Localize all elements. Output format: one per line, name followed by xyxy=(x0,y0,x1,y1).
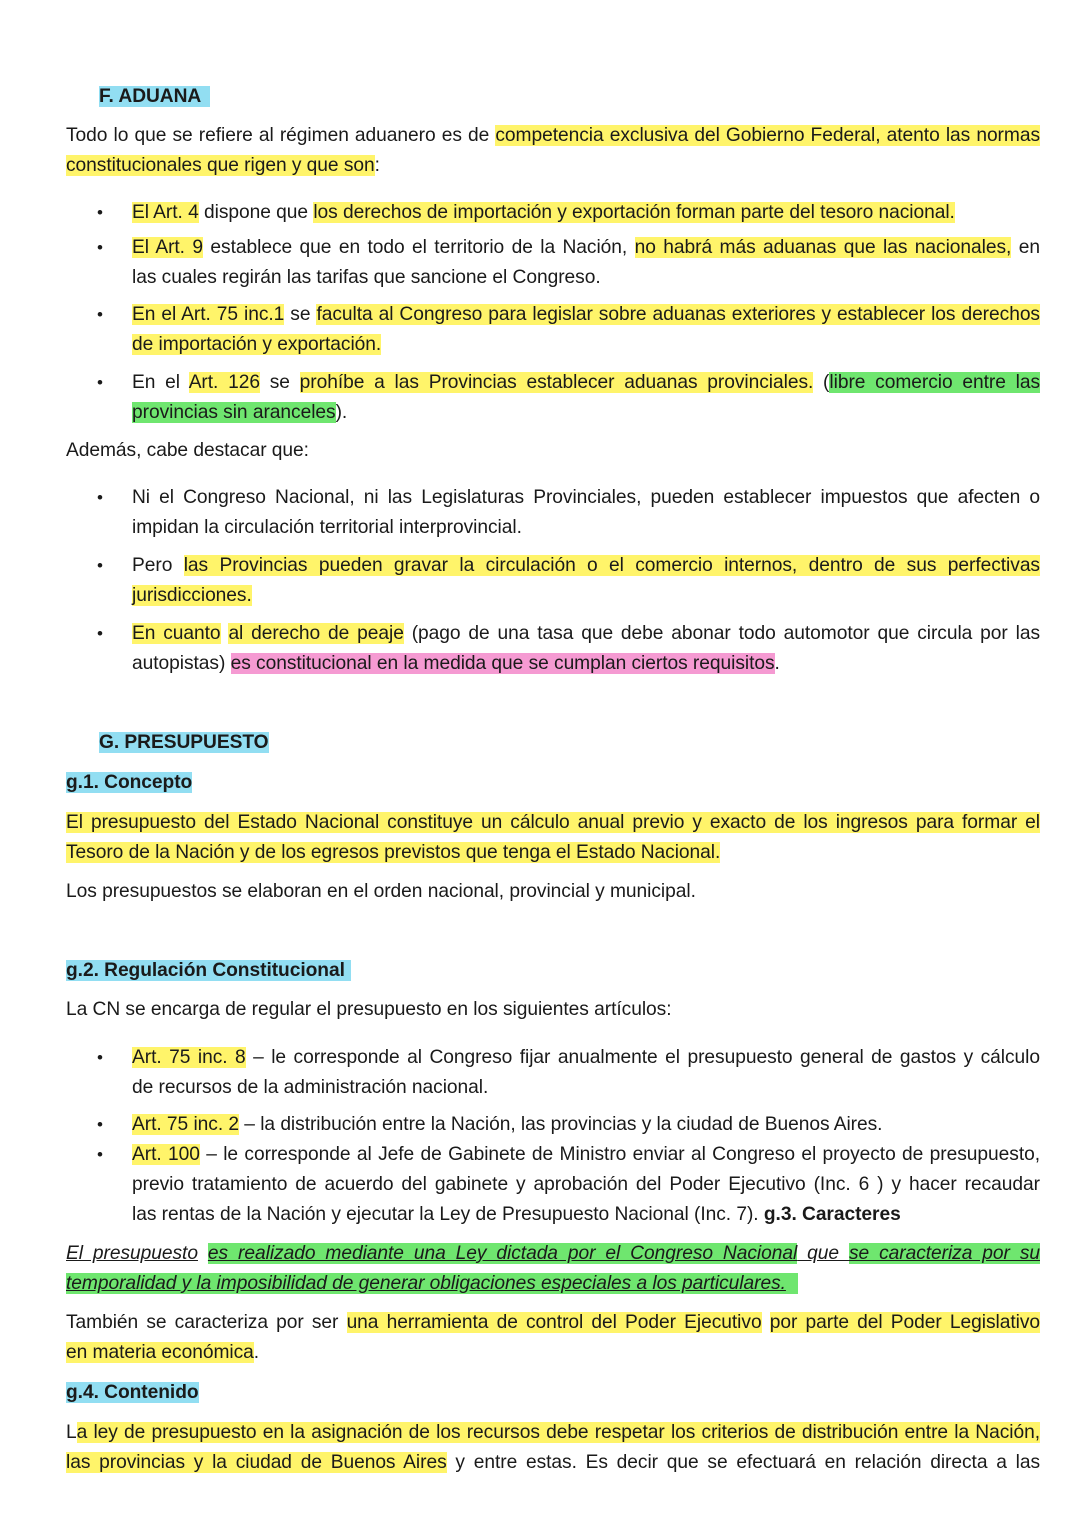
list-item-art-9: El Art. 9 establece que en todo el territorio de la Nación, no habrá más aduanas que las nacionales, en xyxy=(132,237,1040,258)
paragraph-regulacion-intro: La CN se encarga de regular el presupuesto en los siguientes artículos: xyxy=(66,999,672,1020)
list-item-art-4: El Art. 4 dispone que los derechos de importación y exportación forman parte del tesoro nacional. xyxy=(132,202,955,223)
list-item-art-75-cont: de importación y exportación. xyxy=(132,334,382,355)
paragraph-tambien: También se caracteriza por ser una herramienta de control del Poder Ejecutivo por parte del Poder Legislativo xyxy=(66,1312,1040,1333)
subheading-regulacion: g.2. Regulación Constitucional xyxy=(66,956,351,986)
paragraph-ademas: Además, cabe destacar que: xyxy=(66,440,309,461)
list-item-art-75-inc-2: Art. 75 inc. 2 – la distribución entre la Nación, las provincias y la ciudad de Buenos Aires. xyxy=(132,1114,883,1135)
bullet-marker: • xyxy=(97,624,103,643)
list-item-art-75: En el Art. 75 inc.1 se faculta al Congreso para legislar sobre aduanas exteriores y establecer los derechos xyxy=(132,304,1040,325)
bullet-marker: • xyxy=(97,305,103,324)
list-item-art-75-inc-8: Art. 75 inc. 8 – le corresponde al Congreso fijar anualmente el presupuesto general de gastos y cálculo xyxy=(132,1047,1040,1068)
list-item-art-126: En el Art. 126 se prohíbe a las Provincias establecer aduanas provinciales. (libre comercio entre las xyxy=(132,372,1041,393)
list-item-art-100-cont-2: las rentas de la Nación y ejecutar la Ley de Presupuesto Nacional (Inc. 7). g.3. Caracteres xyxy=(132,1204,901,1225)
section-heading-presupuesto: G. PRESUPUESTO xyxy=(99,732,269,753)
list-item-art-100: Art. 100 – le corresponde al Jefe de Gabinete de Ministro enviar al Congreso el proyecto de presupuesto, xyxy=(132,1144,1040,1165)
paragraph-caracteres: El presupuesto es realizado mediante una Ley dictada por el Congreso Nacional que se caracteriza por su xyxy=(66,1243,1040,1264)
list-item-provincias: Pero las Provincias pueden gravar la circulación o el comercio internos, dentro de sus perfectivas xyxy=(132,555,1040,576)
paragraph-caracteres-cont: temporalidad y la imposibilidad de generar obligaciones especiales a los particulares. xyxy=(66,1269,798,1299)
bullet-marker: • xyxy=(97,373,103,392)
bullet-marker: • xyxy=(97,1115,103,1134)
paragraph-presupuestos-orden: Los presupuestos se elaboran en el orden nacional, provincial y municipal. xyxy=(66,881,696,902)
paragraph-aduana-intro-cont: constitucionales que rigen y que son: xyxy=(66,155,380,176)
bullet-marker: • xyxy=(97,1048,103,1067)
bullet-marker: • xyxy=(97,488,103,507)
list-item-art-9-cont: las cuales regirán las tarifas que sancione el Congreso. xyxy=(132,267,601,288)
list-item-art-126-cont: provincias sin aranceles). xyxy=(132,402,348,423)
paragraph-concepto-cont: Tesoro de la Nación y de los egresos previstos que tenga el Estado Nacional. xyxy=(66,842,721,863)
list-item-peaje: En cuanto al derecho de peaje (pago de una tasa que debe abonar todo automotor que circula por las xyxy=(132,623,1040,644)
bullet-marker: • xyxy=(97,238,103,257)
list-item-congreso: Ni el Congreso Nacional, ni las Legislaturas Provinciales, pueden establecer impuestos que afecten o xyxy=(132,487,1040,508)
list-item-congreso-cont: impidan la circulación territorial interprovincial. xyxy=(132,517,522,538)
paragraph-tambien-cont: en materia económica. xyxy=(66,1342,260,1363)
bullet-marker: • xyxy=(97,1145,103,1164)
paragraph-aduana-intro: Todo lo que se refiere al régimen aduanero es de competencia exclusiva del Gobierno Federal, atento las normas xyxy=(66,125,1040,146)
subheading-concepto: g.1. Concepto xyxy=(66,772,193,793)
bullet-marker: • xyxy=(97,203,103,222)
subheading-contenido: g.4. Contenido xyxy=(66,1382,199,1403)
list-item-art-75-inc-8-cont: de recursos de la administración nacional. xyxy=(132,1077,489,1098)
bullet-marker: • xyxy=(97,556,103,575)
paragraph-concepto: El presupuesto del Estado Nacional constituye un cálculo anual previo y exacto de los ingresos para formar el xyxy=(66,812,1040,833)
list-item-provincias-cont: jurisdicciones. xyxy=(132,585,252,606)
list-item-art-100-cont: previo tratamiento de acuerdo del gabinete y aprobación del Poder Ejecutivo (Inc. 6 ) y hacer recaudar xyxy=(132,1174,1040,1195)
paragraph-contenido: La ley de presupuesto en la asignación de los recursos debe respetar los criterios de distribución entre la Nación, xyxy=(66,1422,1040,1443)
section-heading-aduana: F. ADUANA xyxy=(99,82,210,112)
paragraph-contenido-cont: las provincias y la ciudad de Buenos Aires y entre estas. Es decir que se efectuará en relación directa a las xyxy=(66,1452,1040,1473)
list-item-peaje-cont: autopistas) es constitucional en la medida que se cumplan ciertos requisitos. xyxy=(132,653,780,674)
